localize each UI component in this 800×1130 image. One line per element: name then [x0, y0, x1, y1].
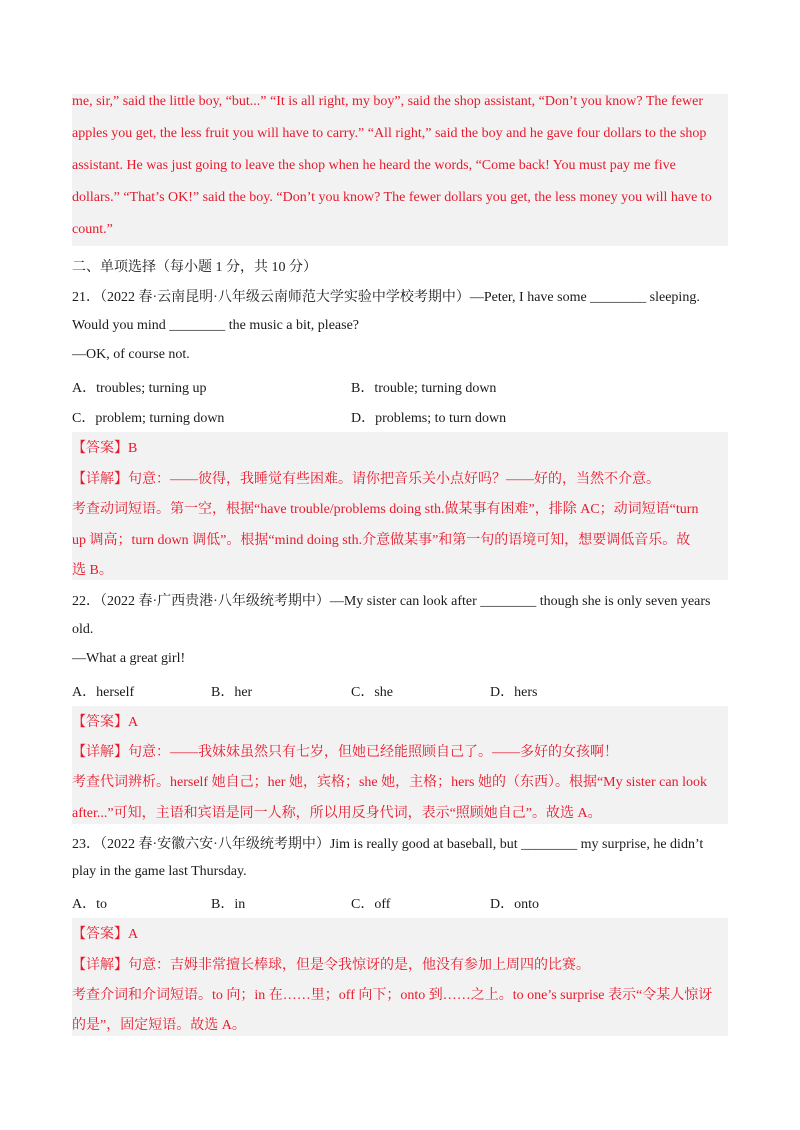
- option-a: A．to: [72, 897, 107, 912]
- option-c: C．she: [351, 685, 393, 700]
- option-b: B．in: [211, 897, 246, 912]
- detail-line: 考查代词辨析。herself 她自己；her 她，宾格；she 她，主格；hers 她的（东西）。根据“My sister can look: [72, 775, 707, 790]
- detail-line: 选 B。: [72, 563, 113, 578]
- question-stem-line: play in the game last Thursday.: [72, 864, 247, 879]
- option-b: B．her: [211, 685, 253, 700]
- detail-line: 考查介词和介词短语。to 向；in 在……里；off 向下；onto 到……之上。to one’s surprise 表示“令某人惊讶: [72, 988, 713, 1003]
- detail-line: 【详解】句意：吉姆非常擅长棒球，但是令我惊讶的是，他没有参加上周四的比赛。: [72, 958, 590, 973]
- option-b: B．trouble; turning down: [351, 381, 497, 396]
- section-title: 二、单项选择（每小题 1 分，共 10 分）: [72, 260, 317, 275]
- question-stem-line: 22．（2022 春·广西贵港·八年级统考期中）—My sister can look after ________ though she is only seven years: [72, 594, 711, 609]
- answer-block: [72, 918, 728, 1036]
- answer-block: [72, 706, 728, 824]
- option-c: C．off: [351, 897, 391, 912]
- option-d: D．problems; to turn down: [351, 411, 507, 426]
- passage-line: me, sir,” said the little boy, “but...” “It is all right, my boy”, said the shop assistant, “Don’t you know? The fewer: [72, 94, 703, 109]
- passage-line: assistant. He was just going to leave the shop when he heard the words, “Come back! You must pay me five: [72, 158, 676, 173]
- option-a: A．herself: [72, 685, 135, 700]
- question-stem-line: 21．（2022 春·云南昆明·八年级云南师范大学实验中学校考期中）—Peter, I have some ________ sleeping.: [72, 290, 700, 305]
- detail-line: up 调高；turn down 调低”。根据“mind doing sth.介意做某事”和第一句的语境可知，想要调低音乐。故: [72, 533, 691, 548]
- detail-line: 的是”，固定短语。故选 A。: [72, 1018, 246, 1033]
- question-stem-line: 23．（2022 春·安徽六安·八年级统考期中）Jim is really good at baseball, but ________ my surprise, he didn’t: [72, 837, 704, 852]
- question-stem-line: old.: [72, 622, 94, 637]
- passage-line: dollars.” “That’s OK!” said the boy. “Don’t you know? The fewer dollars you get, the less money you will have to: [72, 190, 712, 205]
- question-stem-line: —OK, of course not.: [72, 347, 190, 362]
- answer-label: 【答案】A: [72, 927, 139, 942]
- passage-line: apples you get, the less fruit you will have to carry.” “All right,” said the boy and he gave four dollars to the shop: [72, 126, 707, 141]
- answer-block: [72, 432, 728, 580]
- answer-label: 【答案】B: [72, 441, 138, 456]
- detail-line: 考查动词短语。第一空，根据“have trouble/problems doing sth.做某事有困难”，排除 AC；动词短语“turn: [72, 502, 699, 517]
- detail-line: 【详解】句意：——我妹妹虽然只有七岁，但她已经能照顾自己了。——多好的女孩啊！: [72, 745, 618, 760]
- option-a: A．troubles; turning up: [72, 381, 207, 396]
- answer-label: 【答案】A: [72, 715, 139, 730]
- option-d: D．hers: [490, 685, 538, 700]
- question-stem-line: Would you mind ________ the music a bit, please?: [72, 318, 359, 333]
- option-d: D．onto: [490, 897, 539, 912]
- passage-block: [72, 94, 728, 246]
- detail-line: after...”可知，主语和宾语是同一人称，所以用反身代词，表示“照顾她自己”。故选 A。: [72, 806, 602, 821]
- question-stem-line: —What a great girl!: [72, 651, 186, 666]
- detail-line: 【详解】句意：——彼得，我睡觉有些困难。请你把音乐关小点好吗？——好的，当然不介意。: [72, 472, 660, 487]
- passage-line: count.”: [72, 222, 113, 237]
- option-c: C．problem; turning down: [72, 411, 225, 426]
